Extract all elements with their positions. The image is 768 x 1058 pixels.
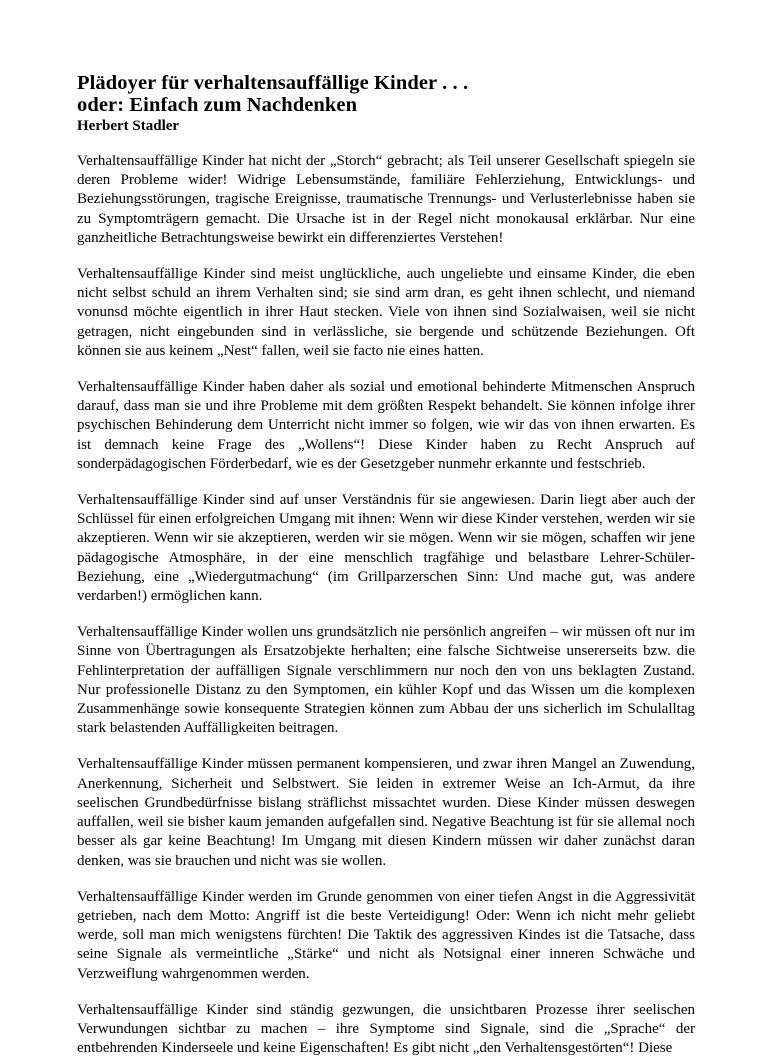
title-line-2: oder: Einfach zum Nachdenken <box>77 94 358 116</box>
paragraph-7: Verhaltensauffällige Kinder werden im Grunde genommen von einer tiefen Angst in die Aggressivität getrieben, nach dem Motto: Angriff ist die beste Verteidigung! Oder: Wenn ich nicht mehr geliebt werde, soll man mich wenigstens fürchten! Die Taktik des aggressiven Kindes ist die Tatsache, dass seine Signale als vermeintliche „Stärke“ und nicht als Notsignal einer inneren Schwäche und Verzweiflung wahrgenommen werden. <box>77 888 695 982</box>
title-line-1: Plädoyer für verhaltensauffällige Kinder . . . <box>77 72 469 94</box>
paragraph-1: Verhaltensauffällige Kinder hat nicht der „Storch“ gebracht; als Teil unserer Gesellschaft spiegeln sie deren Probleme wider! Widrige Lebensumstände, familiäre Fehlerziehung, Entwicklungs- und Beziehungsstörungen, tragische Ereignisse, traumatische Trennungs- und Verlusterlebnisse haben sie zu Symptomträgern gemacht. Die Ursache ist in der Regel nicht monokausal erklärbar. Nur eine ganzheitliche Betrachtungsweise bewirkt ein differenziertes Verstehen! <box>77 153 695 246</box>
document-page <box>77 72 695 1058</box>
paragraph-8: Verhaltensauffällige Kinder sind ständig gezwungen, die unsichtbaren Prozesse ihrer seelischen Verwundungen sichtbar zu machen – ihre Symptome sind Signale, sind die „Sprache“ der entbehrenden Kinderseele und keine Eigenschaften! Es gibt nicht „den Verhaltensgestörten“! Diese <box>77 1001 695 1057</box>
paragraph-3: Verhaltensauffällige Kinder haben daher als sozial und emotional behinderte Mitmenschen Anspruch darauf, dass man sie und ihre Probleme mit dem größten Respekt behandelt. Sie können infolge ihrer psychischen Behinderung dem Unterricht nicht immer so folgen, wie wir das von ihnen erwarten. Es ist demnach keine Frage des „Wollens“! Diese Kinder haben zu Recht Anspruch auf sonderpädagogischen Förderbedarf, wie es der Gesetzgeber nunmehr erkannte und festschrieb. <box>77 379 695 472</box>
paragraph-4: Verhaltensauffällige Kinder sind auf unser Verständnis für sie angewiesen. Darin liegt aber auch der Schlüssel für einen erfolgreichen Umgang mit ihnen: Wenn wir diese Kinder verstehen, werden wir sie akzeptieren. Wenn wir sie akzeptieren, werden wir sie mögen. Wenn wir sie mögen, schaffen wir jene pädagogische Atmosphäre, in der eine menschlich tragfähige und belastbare Lehrer-Schüler-Beziehung, eine „Wiedergutmachung“ (im Grillparzerschen Sinn: Und mache gut, was andere verdarben!) ermöglichen kann. <box>77 492 695 605</box>
paragraph-6: Verhaltensauffällige Kinder müssen permanent kompensieren, und zwar ihren Mangel an Zuwendung, Anerkennung, Sicherheit und Selbstwert. Sie leiden in extremer Weise an Ich-Armut, da ihre seelischen Grundbedürfnisse bislang sträflichst missachtet wurden. Diese Kinder müssen deswegen auffallen, weil sie bisher kaum jemanden aufgefallen sind. Negative Beachtung ist für sie allemal noch besser als gar keine Beachtung! Im Umgang mit diesen Kindern müssen wir daher zunächst daran denken, was sie brauchen und nicht was sie wollen. <box>77 756 695 869</box>
paragraph-2: Verhaltensauffällige Kinder sind meist unglückliche, auch ungeliebte und einsame Kinder, die eben nicht selbst schuld an ihrem Verhalten sind; sie sind arm dran, es geht ihnen schlecht, und niemand vonunsd möchte eigentlich in ihrer Haut stecken. Viele von ihnen sind Sozialwaisen, weil sie nicht getragen, nicht eingebunden sind in verlässliche, sie bergende und schützende Beziehungen. Oft können sie aus keinem „Nest“ fallen, weil sie facto nie eines hatten. <box>77 266 695 359</box>
author-name: Herbert Stadler <box>77 118 180 134</box>
document-body <box>77 152 695 1058</box>
paragraph-5: Verhaltensauffällige Kinder wollen uns grundsätzlich nie persönlich angreifen – wir müssen oft nur im Sinne von Übertragungen als Ersatzobjekte herhalten; eine falsche Sichtweise unsererseits bzw. die Fehlinterpretation der auffälligen Signale verschlimmern nur noch den von uns beklagten Zustand. Nur professionelle Distanz zu den Symptomen, ein kühler Kopf und das Wissen um die komplexen Zusammenhänge sowie konsequente Strategien können zum Abbau der uns sicherlich im Schulalltag stark belastenden Auffälligkeiten beitragen. <box>77 624 695 737</box>
document-title <box>77 72 695 116</box>
